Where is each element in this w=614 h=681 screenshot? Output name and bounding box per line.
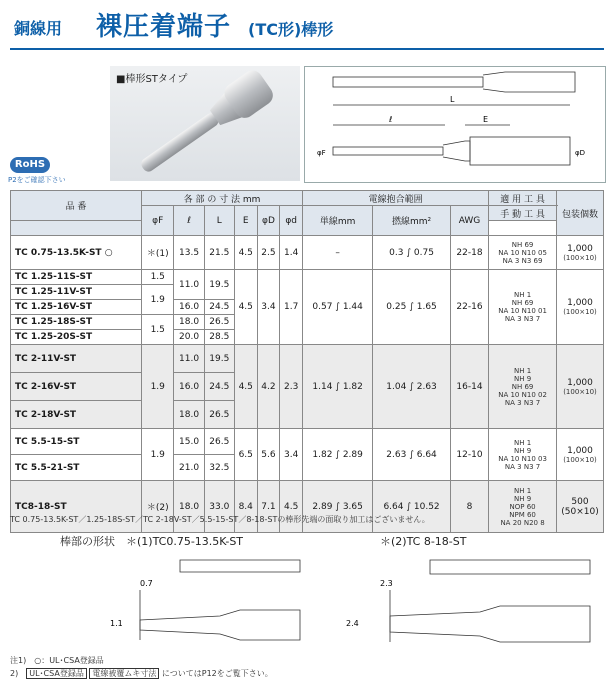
table-rows-11-d: 4.5 — [280, 481, 303, 533]
table-rows-11-pack: 500 (50×10) — [557, 481, 604, 533]
table-g4-tools1: NH 1 — [513, 486, 532, 495]
table-g1-tools4b: N3 7 — [523, 315, 541, 323]
table-g1-tools3b: N10 01 — [521, 307, 547, 315]
shape-1-drawing-icon — [100, 550, 320, 645]
dimension-drawing — [304, 66, 606, 183]
table-rows-0-twisted: 0.3 ∫ 0.75 — [373, 236, 451, 270]
table-cell — [11, 221, 142, 236]
table-rows-0-single: – — [303, 236, 373, 270]
product-photo — [110, 66, 300, 181]
table-rows-0-mark: ○ — [104, 247, 113, 258]
table-row — [11, 236, 142, 270]
table-g1-D: 3.4 — [257, 270, 280, 345]
table-row: TC 2-16V-ST — [11, 373, 142, 401]
dim-E: E — [483, 115, 489, 124]
table-rows-10-l: 21.0 — [174, 455, 204, 481]
table-rows-5-L: 28.5 — [204, 330, 234, 345]
table-row: TC 1.25-11S-ST — [11, 270, 142, 285]
photo-caption: ■棒形STタイプ — [116, 74, 188, 85]
shapes-title: 棒部の形状 — [60, 535, 115, 548]
footer-n1_text: ○：UL･CSA登録品 — [34, 656, 104, 665]
table-g3-single: 1.82 ∫ 2.89 — [303, 429, 373, 481]
table-g2-d: 2.3 — [280, 345, 303, 429]
table-g3-tools3: NA 10 — [498, 454, 520, 463]
table-rows-11-l: 18.0 — [174, 481, 204, 533]
table-g2-D: 4.2 — [257, 345, 280, 429]
shapes-dims1-0: 0.7 — [140, 579, 153, 588]
table-g1-awg: 22-16 — [450, 270, 488, 345]
col-pack: 包装個数 — [557, 191, 604, 236]
rohs-badge: RoHS — [10, 157, 50, 173]
table-row: TC 2-18V-ST — [11, 401, 142, 429]
shapes-dims2-0: 2.3 — [380, 579, 393, 588]
footnote-1 — [10, 655, 104, 666]
header-rule — [10, 48, 604, 50]
table-g1-E: 4.5 — [234, 270, 257, 345]
table-g1-tools1: NH 1 — [513, 291, 532, 299]
table-g2-tools2c: NH 69 — [511, 382, 534, 391]
col-wire: 電線抱合範囲 — [303, 191, 489, 206]
table-g2-twisted: 1.04 ∫ 2.63 — [373, 345, 451, 429]
table-rows-0-l: 13.5 — [174, 236, 204, 270]
table-g4-tools2: NH 9 — [513, 494, 532, 503]
table-rows-6-l: 11.0 — [174, 345, 204, 373]
table-g2-tools3b: N10 02 — [521, 390, 547, 399]
table-row: TC 5.5-15-ST — [11, 429, 142, 455]
table-g4-tools4: NPM 60 — [509, 510, 536, 519]
table-row: TC 1.25-18S-ST — [11, 315, 142, 330]
page-title: 裸圧着端子 — [96, 12, 232, 42]
table-r0tools-cc: N3 69 — [521, 256, 543, 265]
table-g3-tools3b: N10 03 — [521, 454, 547, 463]
table-g4-tools3: NOP 60 — [509, 502, 536, 511]
col-L: L — [204, 206, 234, 236]
dim-F: φF — [317, 149, 326, 157]
table-g2-single: 1.14 ∫ 1.82 — [303, 345, 373, 429]
table-g3-d: 3.4 — [280, 429, 303, 481]
table-rows-4-F: 1.5 — [142, 315, 174, 345]
table-g1-d: 1.7 — [280, 270, 303, 345]
table-rows-8-L: 26.5 — [204, 401, 234, 429]
table-g2-E: 4.5 — [234, 345, 257, 429]
table-rows-7-l: 16.0 — [174, 373, 204, 401]
col-l: ℓ — [174, 206, 204, 236]
table-g3-D: 5.6 — [257, 429, 280, 481]
table-g3-tools1: NH 1 — [513, 438, 532, 447]
table-g3-awg: 12-10 — [450, 429, 488, 481]
table-g2-tools3: NA 10 — [498, 390, 520, 399]
footer-n1_label: 注1) — [10, 656, 27, 665]
page-subtitle: (TC形)棒形 — [248, 20, 334, 39]
table-g2-awg: 16-14 — [450, 345, 488, 429]
shape-heading-2: ＊(2)TC 8-18-ST — [380, 535, 467, 548]
footer-n2_label: 2) — [10, 669, 19, 678]
col-part: 品 番 — [11, 191, 142, 221]
footer-n2_box1: UL･CSA登録品 — [26, 668, 87, 679]
table-r0tools-a: NH 69 — [511, 240, 534, 249]
page-header — [0, 0, 614, 50]
table-rows-0-F: ＊(1) — [142, 236, 174, 270]
table-cell — [557, 270, 604, 345]
table-rows-11-L: 33.0 — [204, 481, 234, 533]
rohs-note: P2をご確認下さい — [8, 176, 66, 184]
col-tools-sub: 手 動 工 具 — [489, 206, 557, 221]
table-rows-4-l: 18.0 — [174, 315, 204, 330]
table-row: TC 5.5-21-ST — [11, 455, 142, 481]
table-rows-11-D: 7.1 — [257, 481, 280, 533]
table-row: TC8-18-ST — [11, 481, 142, 533]
table-r0tools-c: NA 3 — [502, 256, 520, 265]
table-g3-twisted: 2.63 ∫ 6.64 — [373, 429, 451, 481]
footnote-2 — [10, 668, 273, 679]
table-g3-tools4b: N3 7 — [523, 462, 541, 471]
dim-l: ℓ — [389, 115, 393, 124]
col-D: φD — [257, 206, 280, 236]
category-label: 銅線用 — [14, 19, 63, 38]
table-rows-9-l: 15.0 — [174, 429, 204, 455]
col-single: 単線mm — [303, 206, 373, 236]
shapes-dims2-1: 2.4 — [346, 619, 359, 628]
table-rows-5-l: 20.0 — [174, 330, 204, 345]
table-g2-tools4b: N3 7 — [523, 398, 541, 407]
table-rows-11-single: 2.89 ∫ 3.65 — [303, 481, 373, 533]
table-row: TC 1.25-16V-ST — [11, 300, 142, 315]
col-F: φF — [142, 206, 174, 236]
table-g1-single: 0.57 ∫ 1.44 — [303, 270, 373, 345]
shapes-s1: ＊(1)TC0.75-13.5K-ST — [126, 535, 244, 548]
table-r0tools-bb: N10 05 — [521, 248, 547, 257]
table-cell — [489, 481, 557, 533]
table-cell — [557, 429, 604, 481]
table-rows-0-E: 4.5 — [234, 236, 257, 270]
table-row: TC 1.25-20S-ST — [11, 330, 142, 345]
table-rows-7-L: 24.5 — [204, 373, 234, 401]
footer-n2_text: についてはP12をご覧下さい。 — [161, 669, 273, 678]
table-rows-11-F: ＊(2) — [142, 481, 174, 533]
table-cell — [489, 345, 557, 429]
table-rows-0-awg: 22-18 — [450, 236, 488, 270]
table-rows-3-l: 16.0 — [174, 300, 204, 315]
table-rows-11-E: 8.4 — [234, 481, 257, 533]
table-g2-tools1: NH 1 — [513, 366, 532, 375]
table-g2-F: 1.9 — [142, 345, 174, 429]
table-g2-pack2: (100×10) — [563, 387, 597, 396]
table-rows-10-L: 32.5 — [204, 455, 234, 481]
table-rows-6-L: 19.5 — [204, 345, 234, 373]
col-tools: 適 用 工 具 — [489, 191, 557, 206]
table-g4-tools5b: N20 8 — [523, 518, 545, 527]
table-rows-4-L: 26.5 — [204, 315, 234, 330]
col-awg: AWG — [450, 206, 488, 236]
table-rows-1-F: 1.5 — [142, 270, 174, 285]
table-rows-8-l: 18.0 — [174, 401, 204, 429]
table-cell — [489, 429, 557, 481]
table-rows-3-L: 24.5 — [204, 300, 234, 315]
table-cell — [557, 236, 604, 270]
col-dims: 各 部 の 寸 法 mm — [142, 191, 303, 206]
table-g3-E: 6.5 — [234, 429, 257, 481]
terminal-drawing-icon — [305, 67, 605, 182]
table-g3-tools2: NH 9 — [513, 446, 532, 455]
table-g2-tools2: NH 9 — [513, 374, 532, 383]
table-rows-9-L: 26.5 — [204, 429, 234, 455]
table-g1-tools2: NH 69 — [511, 299, 534, 307]
table-g3-pack2: (100×10) — [563, 455, 597, 464]
chamfer-note: TC 0.75-13.5K-ST／1.25-18S-ST／TC 2-18V-ST／5.5-15-ST／8-18-STの棒形先端の面取り加工はございません。 — [10, 515, 430, 524]
table-rows-2-F: 1.9 — [142, 285, 174, 315]
table-g1-tools4: NA 3 — [504, 315, 522, 323]
table-g1-pack2: (100×10) — [563, 308, 597, 316]
col-E: E — [234, 206, 257, 236]
table-cell — [489, 236, 557, 270]
table-rows-0-d: 1.4 — [280, 236, 303, 270]
table-rows-0-D: 2.5 — [257, 236, 280, 270]
table-row: TC 2-11V-ST — [11, 345, 142, 373]
table-rows-11-twisted: 6.64 ∫ 10.52 — [373, 481, 451, 533]
footer-n2_box2: 電線被覆ムキ寸法 — [89, 668, 159, 679]
table-rows-0-part: TC 0.75-13.5K-ST — [15, 247, 102, 258]
table-g2-pack: 1,000 — [567, 377, 593, 388]
table-g1-pack: 1,000 — [567, 298, 593, 308]
table-r0tools-pack: 1,000 — [567, 243, 593, 254]
table-r0tools-b: NA 10 — [498, 248, 520, 257]
table-g2-tools4: NA 3 — [504, 398, 522, 407]
table-cell — [489, 270, 557, 345]
table-cell — [557, 345, 604, 429]
table-r0tools-pack2: (100×10) — [563, 253, 597, 262]
spec-table — [10, 190, 604, 533]
table-g3-tools4: NA 3 — [504, 462, 522, 471]
dim-D: φD — [575, 149, 586, 157]
table-rows-11-awg: 8 — [450, 481, 488, 533]
table-g3-pack: 1,000 — [567, 445, 593, 456]
table-rows-1-l: 11.0 — [174, 270, 204, 300]
shape-heading — [60, 533, 243, 549]
shape-2-drawing-icon — [340, 550, 604, 645]
shapes-dims1-1: 1.1 — [110, 619, 123, 628]
table-g3-F: 1.9 — [142, 429, 174, 481]
table-rows-1-L: 19.5 — [204, 270, 234, 300]
table-g4-tools5: NA 20 — [500, 518, 522, 527]
terminal-photo-icon — [110, 66, 300, 181]
table-g1-tools3: NA 10 — [498, 307, 520, 315]
col-twisted: 撚線mm² — [373, 206, 451, 236]
table-row: TC 1.25-11V-ST — [11, 285, 142, 300]
dim-L: L — [450, 95, 455, 104]
col-d: φd — [280, 206, 303, 236]
table-g1-twisted: 0.25 ∫ 1.65 — [373, 270, 451, 345]
table-rows-0-L: 21.5 — [204, 236, 234, 270]
